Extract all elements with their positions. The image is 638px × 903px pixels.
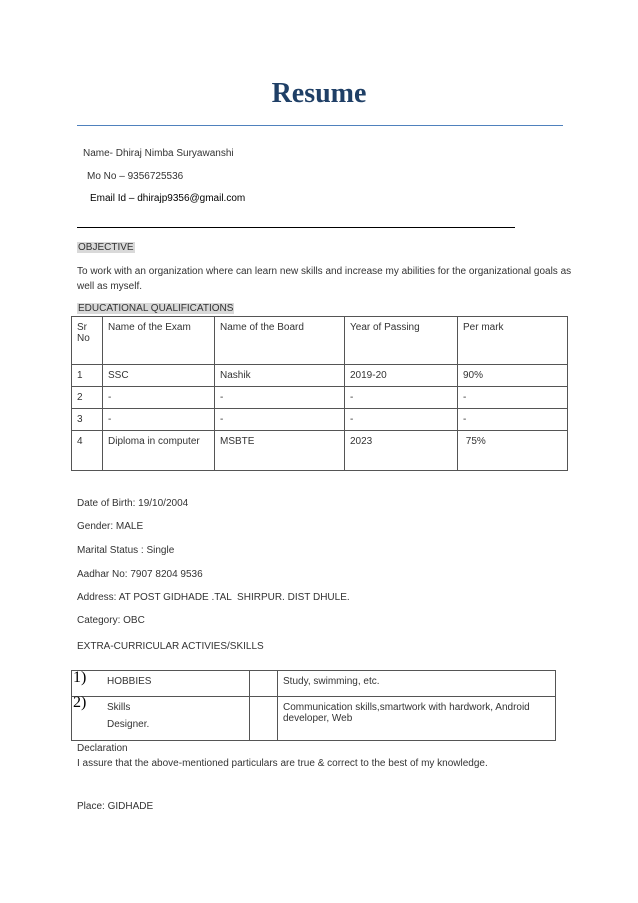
category: Category: OBC: [77, 615, 145, 626]
extra-table: [71, 670, 556, 741]
column-header: Per mark: [458, 317, 568, 365]
table-cell: Nashik: [215, 365, 345, 387]
table-cell: 2023: [345, 431, 458, 471]
table-cell: -: [215, 387, 345, 409]
table-cell: -: [103, 409, 215, 431]
table-row: [72, 387, 568, 409]
table-cell: SSC: [103, 365, 215, 387]
table-row: [72, 409, 568, 431]
table-cell: Communication skills,smartwork with hardwork, Android developer, Web: [278, 697, 556, 741]
table-cell: -: [215, 409, 345, 431]
column-divider: [249, 670, 250, 740]
table-cell: -: [345, 387, 458, 409]
page-title: Resume: [271, 78, 367, 109]
address: Address: AT POST GIDHADE .TAL SHIRPUR. DIST DHULE.: [77, 592, 350, 603]
aadhar-number: Aadhar No: 7907 8204 9536: [77, 569, 203, 580]
column-header: Name of the Board: [215, 317, 345, 365]
table-cell: Study, swimming, etc.: [278, 671, 556, 697]
table-cell: 2: [72, 387, 103, 409]
table-cell: -: [458, 387, 568, 409]
table-row: [72, 431, 568, 471]
education-table: [71, 316, 568, 471]
table-cell: [72, 694, 278, 741]
table-cell: MSBTE: [215, 431, 345, 471]
column-header: Year of Passing: [345, 317, 458, 365]
extra-heading: EXTRA-CURRICULAR ACTIVIES/SKILLS: [77, 641, 264, 652]
table-cell: -: [103, 387, 215, 409]
marital-status: Marital Status : Single: [77, 545, 175, 556]
table-row: [72, 697, 556, 741]
table-cell: -: [458, 409, 568, 431]
column-header: Name of the Exam: [103, 317, 215, 365]
skills-label: Skills: [107, 702, 131, 713]
table-cell: 90%: [458, 365, 568, 387]
objective-text-2: well as myself.: [77, 281, 143, 292]
table-row: [72, 365, 568, 387]
objective-text-1: To work with an organization where can learn new skills and increase my abilities for the organizational goals as: [77, 266, 572, 277]
table-cell: 2019-20: [345, 365, 458, 387]
table-cell: HOBBIES: [72, 671, 278, 697]
table-cell: 3: [72, 409, 103, 431]
contact-name: Name- Dhiraj Nimba Suryawanshi: [83, 148, 234, 159]
list-number: 2): [73, 694, 87, 711]
declaration-text: I assure that the above-mentioned particulars are true & correct to the best of my knowledge.: [77, 758, 488, 769]
contact-divider: [77, 227, 515, 228]
table-cell: 75%: [458, 431, 568, 471]
column-header: Sr No: [72, 317, 103, 365]
education-heading: EDUCATIONAL QUALIFICATIONS: [78, 303, 234, 314]
table-header-row: [72, 317, 568, 365]
title-underline: [77, 125, 563, 126]
dob: Date of Birth: 19/10/2004: [77, 498, 189, 509]
contact-mobile: Mo No – 9356725536: [87, 171, 184, 182]
table-cell: -: [345, 409, 458, 431]
objective-heading: OBJECTIVE: [78, 242, 134, 253]
table-cell: Diploma in computer: [103, 431, 215, 471]
table-row: [72, 671, 556, 697]
place: Place: GIDHADE: [77, 801, 154, 812]
table-cell: 4: [72, 431, 103, 471]
contact-email: Email Id – dhirajp9356@gmail.com: [90, 193, 246, 204]
declaration-heading: Declaration: [77, 743, 128, 754]
table-cell: 1: [72, 365, 103, 387]
skills-label-continued: Designer.: [107, 719, 150, 730]
list-number: 1): [73, 669, 87, 686]
gender: Gender: MALE: [77, 521, 144, 532]
